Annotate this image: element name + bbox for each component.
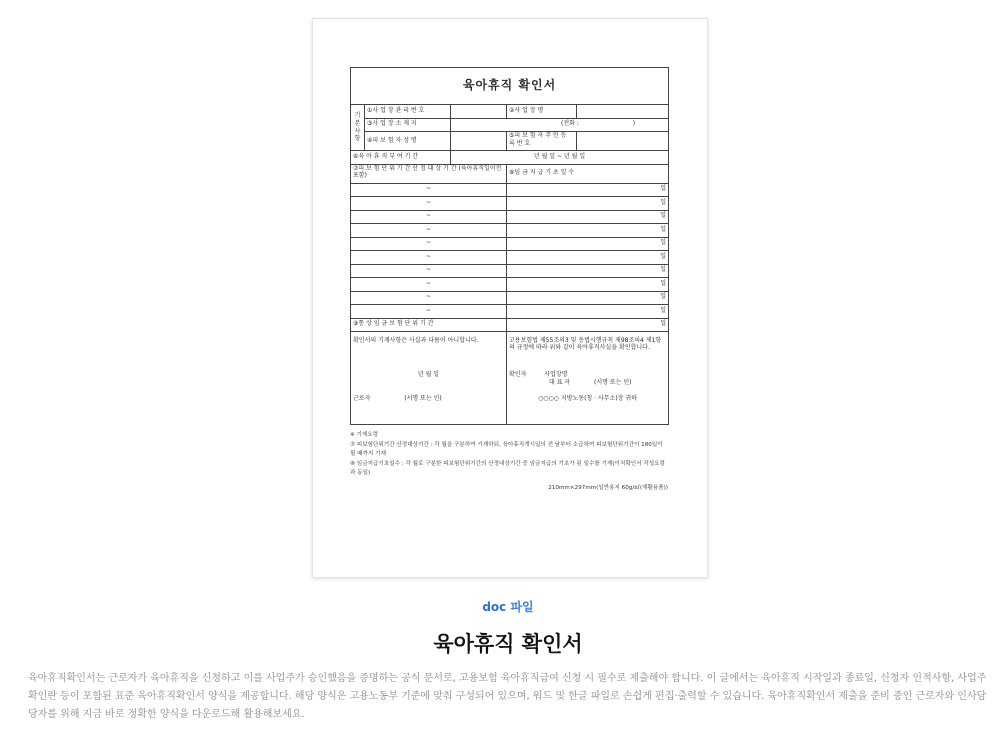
period-days-cell: 일 (507, 224, 669, 238)
period-range-cell: ~ (351, 264, 507, 278)
employee-confirm-cell (351, 332, 507, 425)
period-row (351, 197, 669, 211)
period-range-cell: ~ (351, 251, 507, 265)
form-cell: ②사 업 장 명 (507, 105, 577, 119)
period-row (351, 291, 669, 305)
form-cell (451, 105, 507, 119)
employee-label: 근로자 (353, 395, 371, 402)
note-line: ⑧ 임금지급기초일수 : 각 월로 구분한 피보험단위기간의 산정대상기간 중 임금지급의 기초가 된 일수를 기재(이직확인서 작성요령과 동일) (350, 460, 665, 476)
office-label: ○○○○ 지방노동(청 · 사무소)장 귀하 (538, 395, 637, 402)
period-days-cell: 일 (507, 264, 669, 278)
employer-statement: 고용보험법 제55조의3 및 동법시행규칙 제98조의4 제1항의 규정에 따라 위와 같이 육아휴직사실을 확인합니다. (509, 337, 662, 351)
confirm-date: 년 월 일 (417, 371, 440, 378)
form-cell (577, 105, 669, 119)
period-days-cell: 일 (507, 251, 669, 265)
period-days-cell: 일 (507, 278, 669, 292)
confirm-statement: 확인서의 기재사항은 사실과 다름이 아니합니다. (353, 337, 479, 344)
period-row (351, 210, 669, 224)
period-row (351, 305, 669, 319)
period-range-cell: ~ (351, 305, 507, 319)
period-row (351, 183, 669, 197)
form-cell: ⑧임 금 지 급 기 초 일 수 (507, 164, 669, 183)
period-range-cell: ~ (351, 224, 507, 238)
period-days-cell: 일 (507, 237, 669, 251)
period-range-cell: ~ (351, 291, 507, 305)
file-type-link[interactable]: doc 파일 (482, 600, 534, 614)
employer-confirm-cell (507, 332, 669, 425)
form-table (350, 67, 669, 425)
company-name-label: 사업장명 (544, 371, 568, 378)
form-cell: ⑨통 상 임 금 보 험 단 위 기 간 (351, 318, 507, 332)
period-days-cell: 일 (507, 291, 669, 305)
ceo-sign: (서명 또는 인) (594, 379, 632, 386)
form-cell (451, 132, 507, 151)
form-cell (451, 118, 669, 132)
document-preview[interactable] (312, 18, 708, 578)
period-row (351, 264, 669, 278)
period-row (351, 237, 669, 251)
form-cell: ⑦피 보 험 단 위 기 간 산 정 대 상 기 간 (육아휴직일이전포함) (351, 164, 507, 183)
period-days-cell: 일 (507, 305, 669, 319)
phone-label: (전화 : (561, 120, 579, 128)
form-cell: ⑤피 보 험 자 주 민 등 록 번 호 (507, 132, 577, 151)
page-title: 육아휴직 확인서 (433, 632, 583, 656)
form-title: 육아휴직 확인서 (351, 68, 669, 105)
period-row (351, 251, 669, 265)
period-range-cell: ~ (351, 183, 507, 197)
ceo-label: 대 표 자 (549, 379, 571, 386)
period-row (351, 278, 669, 292)
period-range-cell: ~ (351, 278, 507, 292)
period-days-cell: 일 (507, 210, 669, 224)
page-description: 육아휴직확인서는 근로자가 육아휴직을 신청하고 이를 사업주가 승인했음을 증명하는 공식 문서로, 고용보험 육아휴직급여 신청 시 필수로 제출해야 합니다. 이 글에서는 육아휴직 시작일과 종료일, 신청자 인적사항, 사업주 확인란 등이 포함된 표준 육아휴직확인서 양식을 제공합니다. 해당 양식은 고용노동부 기준에 맞춰 구성되어 있으며, 워드 및 한글 파일로 손쉽게 편집·출력할 수 있습니다. 육아휴직확인서 제출을 준비 중인 근로자와 인사담당자를 위해 지금 바로 정확한 양식을 다운로드해 활용해보세요. (28, 673, 987, 720)
form-notes (350, 431, 668, 479)
period-days-cell: 일 (507, 197, 669, 211)
form-cell: 년 월 일 ~ 년 월 일 (451, 151, 669, 165)
form-cell: ③사 업 장 소 재 지 (365, 118, 451, 132)
form-cell: ①사 업 장 관 리 번 호 (365, 105, 451, 119)
period-days-cell: 일 (507, 183, 669, 197)
period-row (351, 224, 669, 238)
note-line: ※ 기재요령 (350, 432, 379, 438)
form-cell: ④피 보 험 자 성 명 (365, 132, 451, 151)
form-cell (577, 132, 669, 151)
period-range-cell: ~ (351, 197, 507, 211)
phone-close: ) (632, 120, 636, 128)
employee-sign: (서명 또는 인) (404, 395, 442, 402)
period-range-cell: ~ (351, 210, 507, 224)
period-range-cell: ~ (351, 237, 507, 251)
confirmer-label: 확인자 (509, 371, 527, 378)
form-side-label: 기 본 사 항 (351, 105, 365, 151)
paper-spec: 210mm×297mm(일반용지 60g/㎡(재활용품)) (548, 484, 668, 491)
form-cell: ⑥육 아 휴 직 부 여 기 간 (351, 151, 451, 165)
note-line: ⑦ 피보험단위기간 산정대상기간 : 각 월을 구분하여 기재하되, 육아휴직개시일의 전 날부터 소급하여 피보험단위기간이 180일이 될 때까지 기재 (350, 441, 663, 457)
form-cell: 일 (507, 318, 669, 332)
document-form (350, 67, 668, 491)
